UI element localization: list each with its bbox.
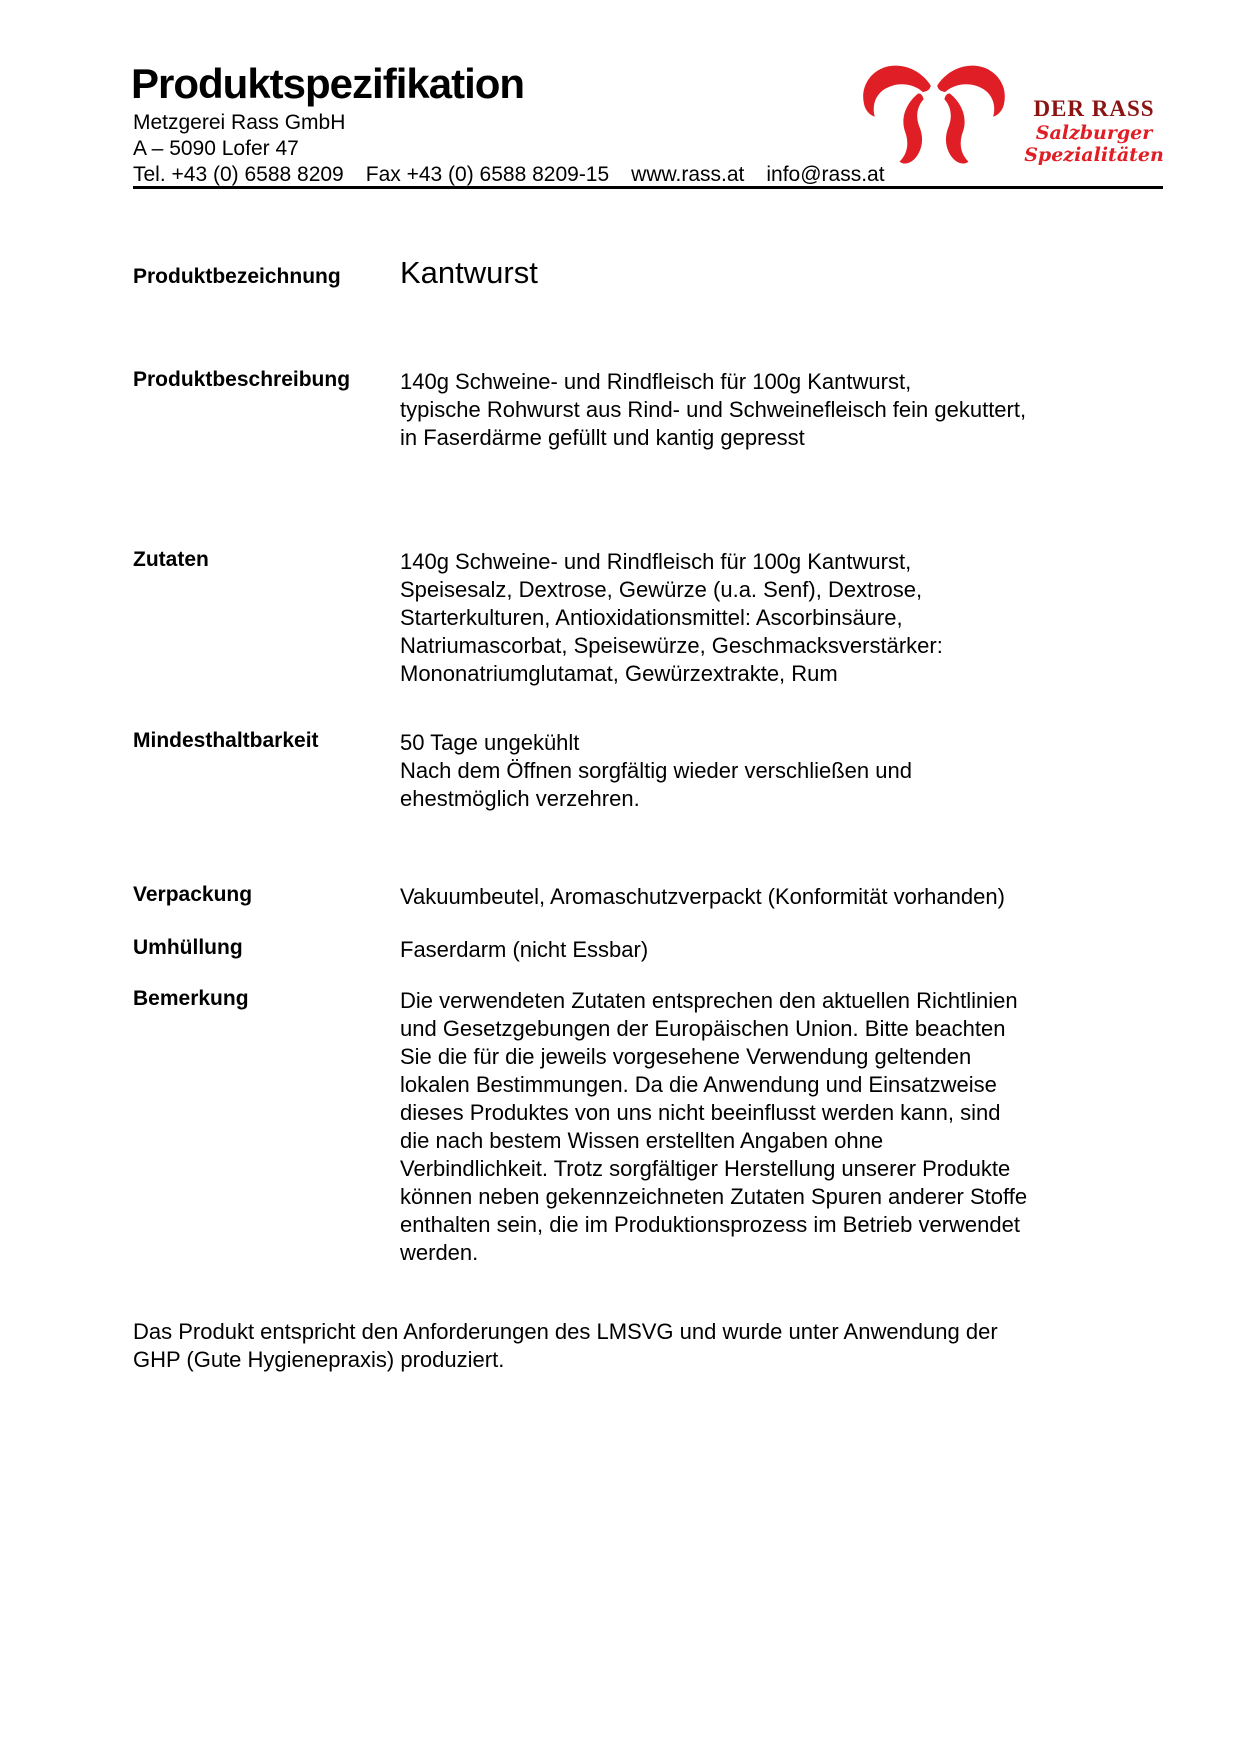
logo-brand: DER RASS (1033, 96, 1155, 121)
spec-line: Die verwendeten Zutaten entsprechen den aktuellen Richtlinien (400, 988, 1018, 1013)
spec-line: lokalen Bestimmungen. Da die Anwendung und Einsatzweise (400, 1072, 997, 1097)
spec-line: können neben gekennzeichneten Zutaten Spuren anderer Stoffe (400, 1184, 1028, 1209)
section-mindesthaltbarkeit (133, 729, 1130, 813)
section-umhuellung (133, 936, 1130, 964)
spec-value: Vakuumbeutel, Aromaschutzverpackt (Konformität vorhanden) (400, 884, 1005, 909)
contact-fax: Fax +43 (0) 6588 8209-15 (365, 163, 610, 186)
section-produktbeschreibung (133, 368, 1130, 452)
spec-line: enthalten sein, die im Produktionsprozess im Betrieb verwendet (400, 1212, 1020, 1237)
header-divider (133, 186, 1163, 189)
spec-line: Mononatriumglutamat, Gewürzextrakte, Rum (400, 661, 838, 686)
spec-label: Produktbeschreibung (133, 368, 351, 391)
section-verpackung (133, 883, 1130, 911)
spec-line: dieses Produktes von uns nicht beeinflusst werden kann, sind (400, 1100, 1001, 1125)
company-name: Metzgerei Rass GmbH (133, 111, 346, 134)
spec-value (400, 548, 1130, 688)
spec-line: Natriumascorbat, Speisewürze, Geschmacksverstärker: (400, 633, 943, 658)
company-address: A – 5090 Lofer 47 (133, 137, 299, 160)
spec-line: 50 Tage ungekühlt (400, 730, 580, 755)
company-contact (133, 162, 907, 188)
logo-tagline-1: Salzburger (1035, 122, 1153, 144)
spec-label: Zutaten (133, 548, 209, 571)
spec-value (400, 729, 1130, 813)
spec-label: Mindesthaltbarkeit (133, 729, 319, 752)
spec-label: Produktbezeichnung (133, 265, 341, 288)
footer-line: GHP (Gute Hygienepraxis) produziert. (133, 1347, 505, 1372)
spec-line: werden. (400, 1240, 479, 1265)
footer-note (133, 1318, 1133, 1374)
spec-line: typische Rohwurst aus Rind- und Schweinefleisch fein gekuttert, (400, 397, 1027, 422)
page-title: Produktspezifikation (131, 60, 525, 107)
spec-label: Bemerkung (133, 987, 249, 1010)
section-produktbezeichnung (133, 256, 1130, 290)
spec-value: Faserdarm (nicht Essbar) (400, 937, 649, 962)
company-info (133, 110, 907, 188)
spec-label: Umhüllung (133, 936, 243, 959)
section-bemerkung (133, 987, 1130, 1267)
spec-label: Verpackung (133, 883, 253, 906)
section-zutaten (133, 548, 1130, 688)
spec-line: 140g Schweine- und Rindfleisch für 100g Kantwurst, (400, 369, 912, 394)
spec-line: Sie die für die jeweils vorgesehene Verwendung geltenden (400, 1044, 972, 1069)
spec-line: Nach dem Öffnen sorgfältig wieder verschließen und (400, 758, 912, 783)
company-logo (850, 44, 1180, 174)
spec-line: 140g Schweine- und Rindfleisch für 100g Kantwurst, (400, 549, 912, 574)
spec-line: Starterkulturen, Antioxidationsmittel: Ascorbinsäure, (400, 605, 903, 630)
spec-line: in Faserdärme gefüllt und kantig gepresst (400, 425, 805, 450)
spec-line: und Gesetzgebungen der Europäischen Union. Bitte beachten (400, 1016, 1006, 1041)
spec-line: ehestmöglich verzehren. (400, 786, 640, 811)
bull-icon (850, 44, 1018, 172)
logo-tagline-2: Spezialitäten (1024, 144, 1164, 166)
spec-line: Verbindlichkeit. Trotz sorgfältiger Herstellung unserer Produkte (400, 1156, 1011, 1181)
spec-value (400, 368, 1130, 452)
contact-email: info@rass.at (766, 163, 885, 186)
contact-web: www.rass.at (631, 163, 745, 186)
spec-line: Speisesalz, Dextrose, Gewürze (u.a. Senf), Dextrose, (400, 577, 923, 602)
contact-tel: Tel. +43 (0) 6588 8209 (133, 163, 344, 186)
footer-line: Das Produkt entspricht den Anforderungen des LMSVG und wurde unter Anwendung der (133, 1319, 998, 1344)
logo-text (1008, 96, 1180, 166)
spec-value (400, 987, 1130, 1267)
spec-line: die nach bestem Wissen erstellten Angaben ohne (400, 1128, 884, 1153)
product-name: Kantwurst (400, 255, 538, 290)
